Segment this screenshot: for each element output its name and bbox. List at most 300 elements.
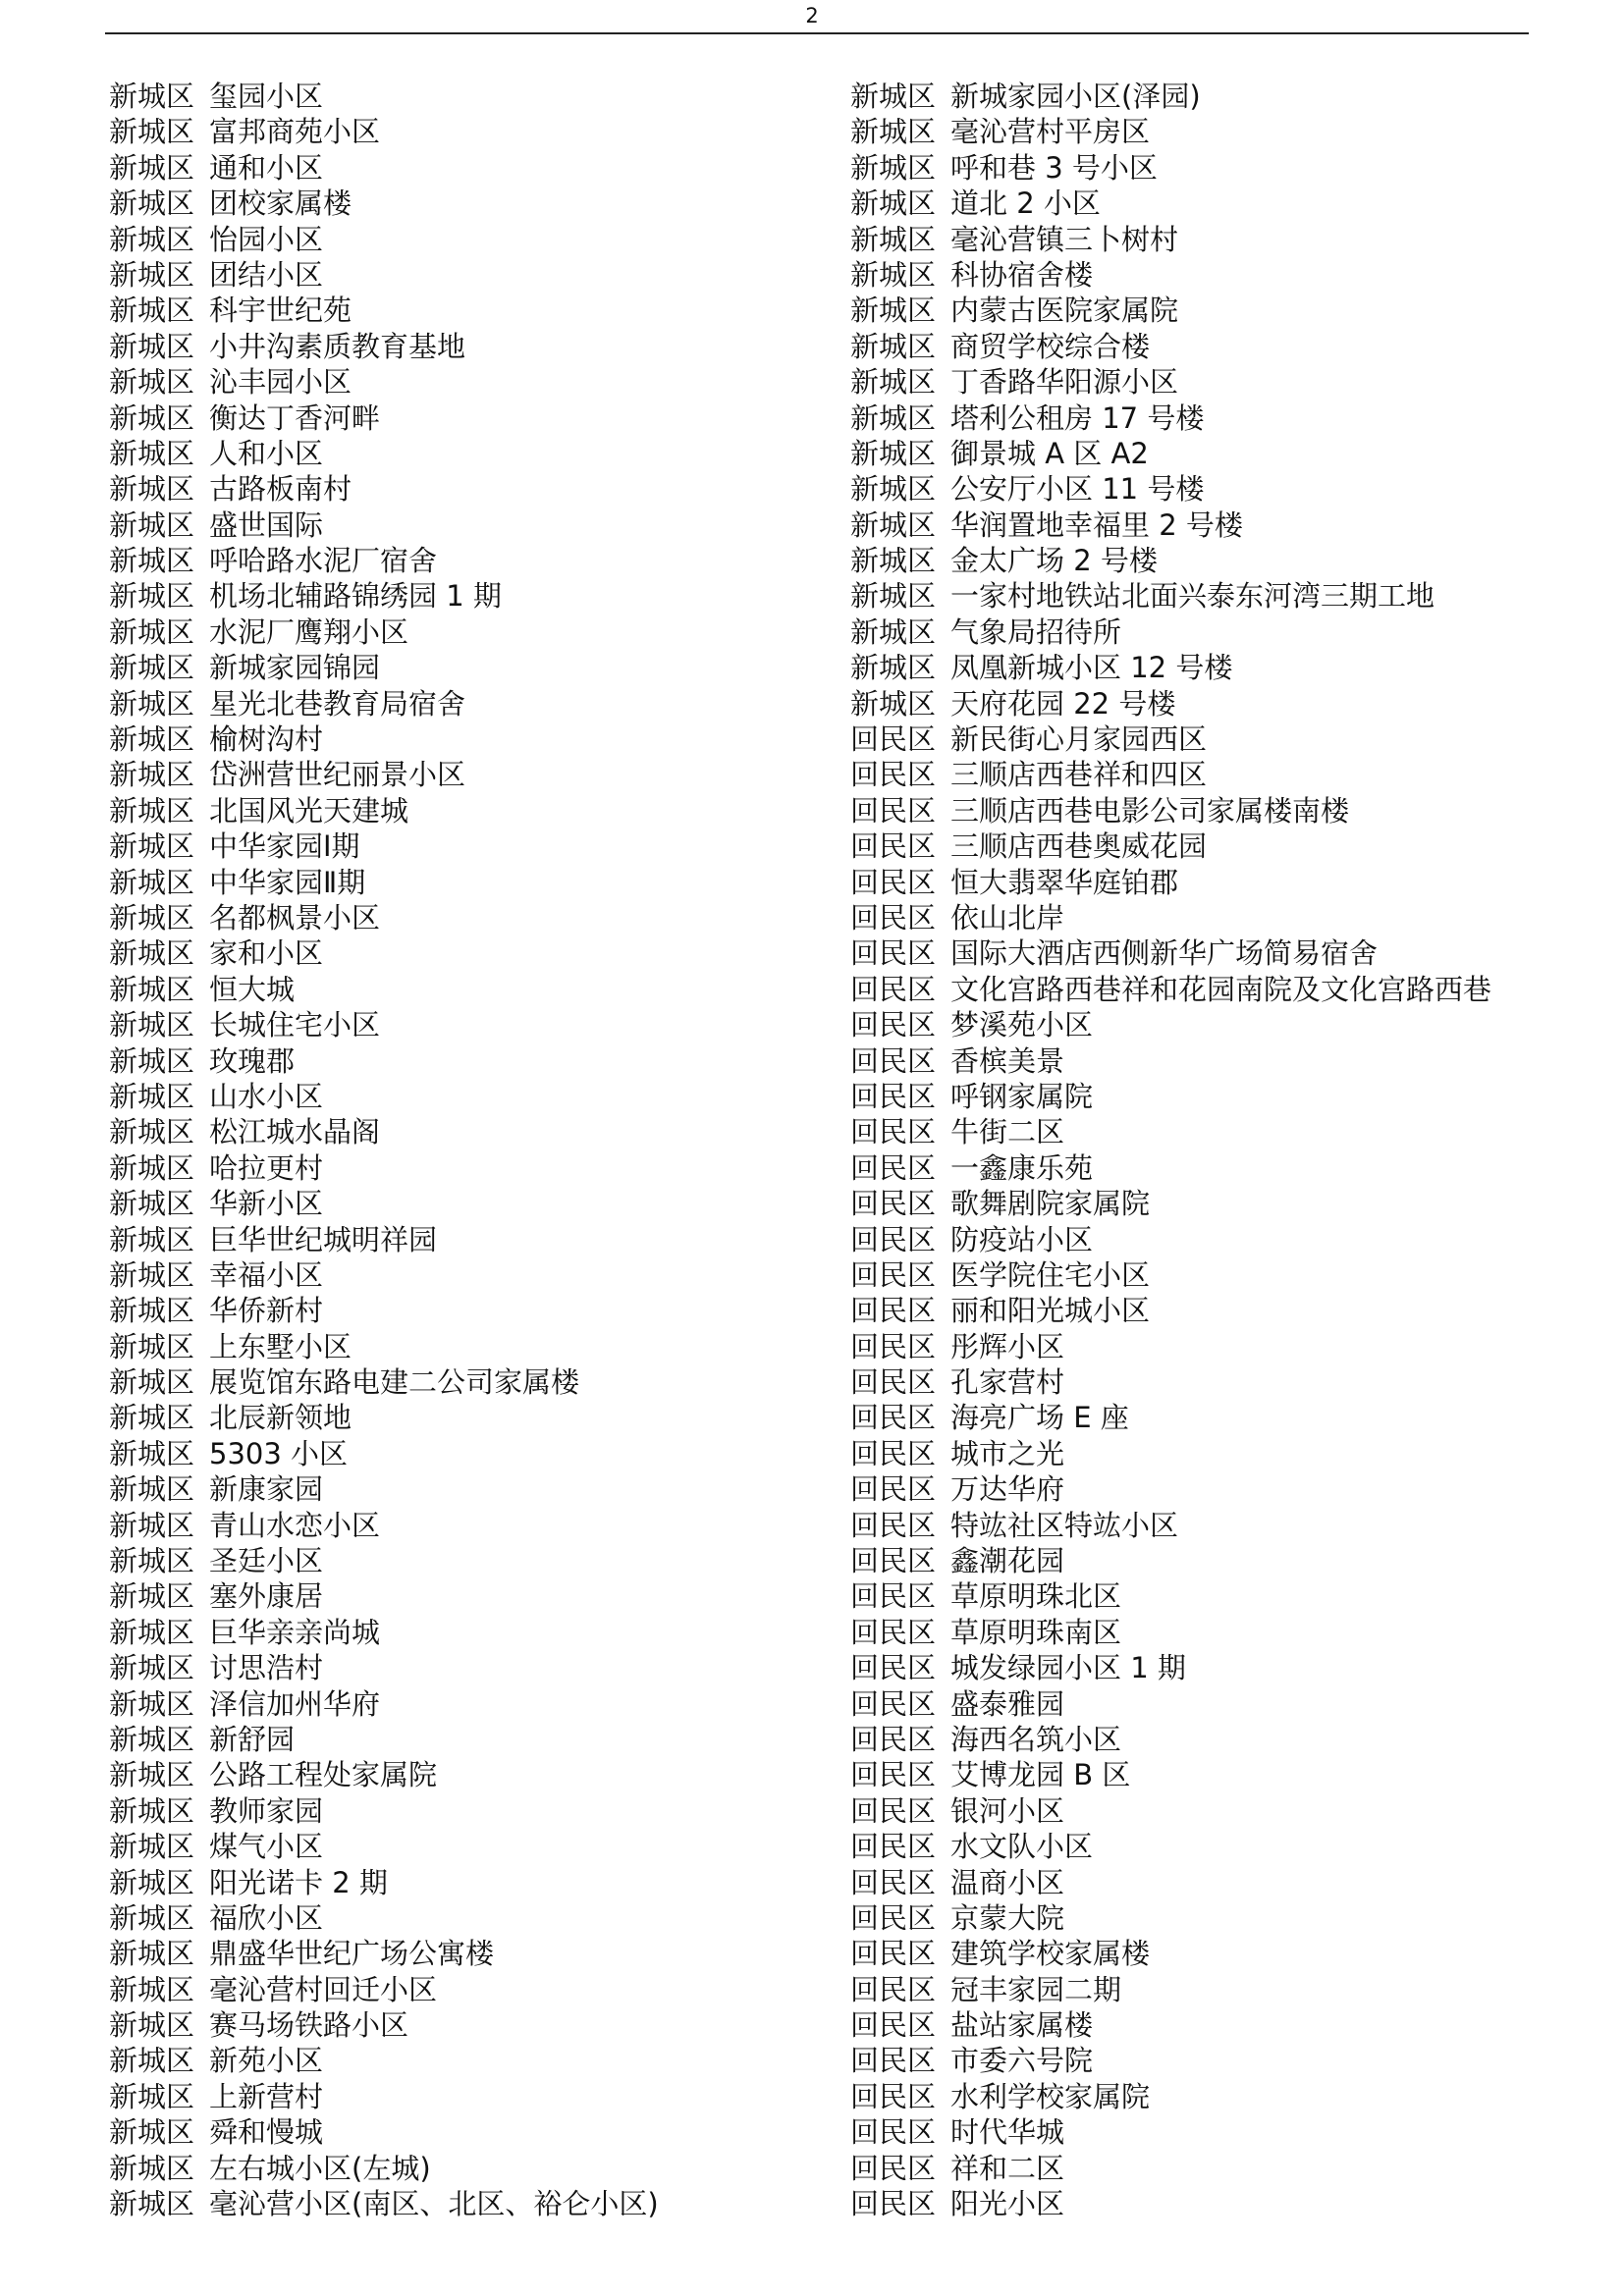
community-name: 新康家园 xyxy=(209,1472,324,1507)
list-item xyxy=(850,222,1491,257)
list-item xyxy=(109,721,659,757)
district-label: 新城区 xyxy=(850,436,937,470)
list-item xyxy=(850,721,1491,757)
community-name: 梦溪苑小区 xyxy=(950,1008,1094,1042)
district-label: 新城区 xyxy=(109,722,195,757)
district-label: 新城区 xyxy=(109,865,195,899)
community-name: 依山北岸 xyxy=(950,900,1065,934)
district-label: 新城区 xyxy=(109,936,195,971)
list-item xyxy=(850,1222,1491,1257)
district-label: 新城区 xyxy=(109,544,195,578)
district-label: 新城区 xyxy=(109,2115,195,2150)
district-label: 新城区 xyxy=(109,651,195,685)
district-label: 回民区 xyxy=(850,829,937,864)
community-name: 毫沁营镇三卜树村 xyxy=(950,222,1179,256)
community-name: 一家村地铁站北面兴泰东河湾三期工地 xyxy=(950,579,1435,614)
list-item xyxy=(850,2151,1491,2186)
district-label: 回民区 xyxy=(850,1615,937,1649)
list-item xyxy=(850,1615,1491,1650)
community-name: 水泥厂鹰翔小区 xyxy=(209,614,409,649)
list-item xyxy=(850,364,1491,400)
list-item xyxy=(109,935,659,971)
district-label: 新城区 xyxy=(109,1187,195,1221)
district-label: 新城区 xyxy=(850,472,937,507)
community-name: 新民街心月家园西区 xyxy=(950,722,1208,757)
community-name: 新城家园小区(泽园) xyxy=(950,80,1201,113)
community-name: 呼钢家属院 xyxy=(950,1079,1094,1113)
list-item xyxy=(109,578,659,614)
community-name: 科协宿舍楼 xyxy=(950,257,1094,292)
community-name: 青山水恋小区 xyxy=(209,1508,381,1542)
list-item xyxy=(109,1007,659,1042)
community-name: 彤辉小区 xyxy=(950,1329,1065,1363)
list-item xyxy=(109,543,659,578)
community-name: 塔利公租房 17 号楼 xyxy=(950,400,1205,435)
community-name: 毫沁营小区(南区、北区、裕仑小区) xyxy=(209,2187,659,2221)
district-label: 回民区 xyxy=(850,1900,937,1935)
list-item xyxy=(850,1900,1491,1936)
community-name: 香槟美景 xyxy=(950,1043,1065,1078)
district-label: 回民区 xyxy=(850,2187,937,2221)
community-name: 小井沟素质教育基地 xyxy=(209,329,466,363)
community-name: 水利学校家属院 xyxy=(950,2079,1151,2113)
list-item xyxy=(850,79,1491,114)
district-label: 新城区 xyxy=(850,329,937,363)
list-item xyxy=(850,1400,1491,1435)
list-item xyxy=(850,471,1491,507)
district-label: 新城区 xyxy=(850,614,937,649)
community-name: 城市之光 xyxy=(950,1436,1065,1470)
right-column-list xyxy=(850,79,1491,2221)
community-name: 人和小区 xyxy=(209,436,324,470)
list-item xyxy=(109,1257,659,1293)
community-name: 三顺店西巷奥威花园 xyxy=(950,829,1208,864)
district-label: 新城区 xyxy=(109,1722,195,1756)
district-label: 新城区 xyxy=(850,150,937,185)
list-item xyxy=(850,1650,1491,1685)
list-item xyxy=(850,1543,1491,1578)
district-label: 回民区 xyxy=(850,1579,937,1614)
community-name: 上新营村 xyxy=(209,2079,324,2113)
district-label: 新城区 xyxy=(109,400,195,435)
community-name: 文化宫路西巷祥和花园南院及文化宫路西巷 xyxy=(950,972,1492,1006)
community-name: 赛马场铁路小区 xyxy=(209,2008,409,2043)
district-label: 新城区 xyxy=(109,507,195,542)
community-name: 北辰新领地 xyxy=(209,1401,352,1435)
district-label: 新城区 xyxy=(109,1329,195,1363)
district-label: 新城区 xyxy=(109,187,195,221)
list-item xyxy=(109,1114,659,1149)
community-name: 团校家属楼 xyxy=(209,187,352,221)
list-item xyxy=(109,1615,659,1650)
community-name: 金太广场 2 号楼 xyxy=(950,544,1158,578)
district-label: 新城区 xyxy=(109,829,195,864)
community-name: 玺园小区 xyxy=(209,80,324,113)
community-name: 盐站家属楼 xyxy=(950,2008,1094,2043)
list-item xyxy=(850,865,1491,900)
community-name: 阳光小区 xyxy=(950,2187,1065,2221)
district-label: 新城区 xyxy=(109,1758,195,1792)
district-label: 回民区 xyxy=(850,1651,937,1685)
district-label: 新城区 xyxy=(850,400,937,435)
district-label: 回民区 xyxy=(850,900,937,934)
community-name: 名都枫景小区 xyxy=(209,900,381,934)
list-item xyxy=(109,865,659,900)
district-label: 新城区 xyxy=(109,1544,195,1578)
district-label: 新城区 xyxy=(850,115,937,149)
community-name: 古路板南村 xyxy=(209,472,352,507)
district-label: 新城区 xyxy=(109,436,195,470)
district-label: 新城区 xyxy=(109,1651,195,1685)
district-label: 新城区 xyxy=(109,579,195,614)
district-label: 回民区 xyxy=(850,1365,937,1400)
community-name: 巨华亲亲尚城 xyxy=(209,1615,381,1649)
list-item xyxy=(850,1757,1491,1792)
list-item xyxy=(850,793,1491,828)
district-label: 回民区 xyxy=(850,1436,937,1470)
district-label: 新城区 xyxy=(109,1508,195,1542)
community-name: 毫沁营村回迁小区 xyxy=(209,1972,438,2006)
list-item xyxy=(109,1436,659,1471)
list-item xyxy=(850,400,1491,436)
district-label: 回民区 xyxy=(850,1115,937,1149)
district-label: 新城区 xyxy=(109,472,195,507)
district-label: 新城区 xyxy=(109,1865,195,1899)
district-label: 新城区 xyxy=(109,1222,195,1256)
district-label: 新城区 xyxy=(109,1830,195,1864)
district-label: 新城区 xyxy=(850,80,937,113)
community-name: 松江城水晶阁 xyxy=(209,1115,381,1149)
community-name: 5303 小区 xyxy=(209,1436,349,1470)
district-label: 新城区 xyxy=(109,2044,195,2078)
list-item xyxy=(109,1186,659,1221)
community-name: 海西名筑小区 xyxy=(950,1722,1122,1756)
list-item xyxy=(850,614,1491,650)
district-label: 新城区 xyxy=(109,900,195,934)
community-name: 长城住宅小区 xyxy=(209,1008,381,1042)
list-item xyxy=(109,2114,659,2150)
list-item xyxy=(850,186,1491,221)
list-item xyxy=(850,900,1491,935)
district-label: 新城区 xyxy=(850,544,937,578)
header-rule xyxy=(105,32,1529,34)
list-item xyxy=(109,1400,659,1435)
community-name: 机场北辅路锦绣园 1 期 xyxy=(209,579,502,614)
district-label: 新城区 xyxy=(850,579,937,614)
district-label: 新城区 xyxy=(109,365,195,400)
list-item xyxy=(850,1471,1491,1507)
district-label: 新城区 xyxy=(109,2187,195,2221)
district-label: 新城区 xyxy=(109,222,195,256)
list-item xyxy=(850,828,1491,864)
district-label: 新城区 xyxy=(109,1043,195,1078)
community-name: 恒大翡翠华庭铂郡 xyxy=(950,865,1179,899)
community-name: 中华家园Ⅰ期 xyxy=(209,829,360,864)
district-label: 新城区 xyxy=(109,1257,195,1292)
community-name: 医学院住宅小区 xyxy=(950,1257,1151,1292)
list-item xyxy=(109,2043,659,2078)
list-item xyxy=(850,1043,1491,1079)
community-name: 孔家营村 xyxy=(950,1365,1065,1400)
community-name: 呼哈路水泥厂宿舍 xyxy=(209,544,438,578)
list-item xyxy=(109,2079,659,2114)
district-label: 新城区 xyxy=(109,329,195,363)
community-name: 冠丰家园二期 xyxy=(950,1972,1122,2006)
community-name: 公路工程处家属院 xyxy=(209,1758,438,1792)
district-label: 新城区 xyxy=(850,187,937,221)
district-label: 回民区 xyxy=(850,972,937,1006)
list-item xyxy=(109,1865,659,1900)
list-item xyxy=(109,1508,659,1543)
district-label: 回民区 xyxy=(850,936,937,971)
community-name: 华润置地幸福里 2 号楼 xyxy=(950,507,1243,542)
list-item xyxy=(109,1222,659,1257)
community-name: 国际大酒店西侧新华广场简易宿舍 xyxy=(950,936,1379,971)
community-name: 内蒙古医院家属院 xyxy=(950,294,1179,328)
list-item xyxy=(109,293,659,328)
community-name: 建筑学校家属楼 xyxy=(950,1937,1151,1971)
community-name: 万达华府 xyxy=(950,1472,1065,1507)
district-label: 回民区 xyxy=(850,1937,937,1971)
community-name: 盛泰雅园 xyxy=(950,1686,1065,1721)
community-name: 三顺店西巷祥和四区 xyxy=(950,758,1208,792)
list-item xyxy=(109,900,659,935)
list-item xyxy=(109,686,659,721)
community-name: 新苑小区 xyxy=(209,2044,324,2078)
list-item xyxy=(109,757,659,792)
community-name: 衡达丁香河畔 xyxy=(209,400,381,435)
community-name: 特竑社区特竑小区 xyxy=(950,1508,1179,1542)
list-item xyxy=(109,614,659,650)
list-item xyxy=(850,1150,1491,1186)
community-name: 市委六号院 xyxy=(950,2044,1094,2078)
district-label: 回民区 xyxy=(850,2115,937,2150)
district-label: 新城区 xyxy=(109,1079,195,1113)
district-label: 回民区 xyxy=(850,1758,937,1792)
community-name: 凤凰新城小区 12 号楼 xyxy=(950,651,1233,685)
page-number: 2 xyxy=(805,4,819,27)
list-item xyxy=(850,1829,1491,1864)
community-name: 城发绿园小区 1 期 xyxy=(950,1651,1186,1685)
list-item xyxy=(109,329,659,364)
district-label: 新城区 xyxy=(109,2151,195,2185)
list-item xyxy=(109,79,659,114)
community-name: 左右城小区(左城) xyxy=(209,2151,431,2185)
community-name: 华侨新村 xyxy=(209,1294,324,1328)
list-item xyxy=(850,114,1491,149)
community-name: 时代华城 xyxy=(950,2115,1065,2150)
community-name: 牛街二区 xyxy=(950,1115,1065,1149)
community-name: 上东墅小区 xyxy=(209,1329,352,1363)
list-item xyxy=(850,2114,1491,2150)
district-label: 回民区 xyxy=(850,1043,937,1078)
community-name: 防疫站小区 xyxy=(950,1222,1094,1256)
district-label: 新城区 xyxy=(109,2079,195,2113)
district-label: 新城区 xyxy=(850,686,937,721)
district-label: 新城区 xyxy=(109,1365,195,1400)
list-item xyxy=(850,1865,1491,1900)
district-label: 回民区 xyxy=(850,1793,937,1828)
list-item xyxy=(850,686,1491,721)
district-label: 回民区 xyxy=(850,1401,937,1435)
district-label: 回民区 xyxy=(850,2044,937,2078)
list-item xyxy=(109,1293,659,1328)
community-name: 海亮广场 E 座 xyxy=(950,1401,1129,1435)
district-label: 新城区 xyxy=(109,1115,195,1149)
district-label: 新城区 xyxy=(109,2008,195,2043)
list-item xyxy=(850,2043,1491,2078)
community-name: 怡园小区 xyxy=(209,222,324,256)
community-name: 阳光诺卡 2 期 xyxy=(209,1865,388,1899)
community-name: 丽和阳光城小区 xyxy=(950,1294,1151,1328)
community-name: 教师家园 xyxy=(209,1793,324,1828)
list-item xyxy=(109,1900,659,1936)
district-label: 新城区 xyxy=(109,1937,195,1971)
district-label: 新城区 xyxy=(850,507,937,542)
list-item xyxy=(850,329,1491,364)
list-item xyxy=(109,1471,659,1507)
district-label: 回民区 xyxy=(850,1830,937,1864)
community-name: 科宇世纪苑 xyxy=(209,294,352,328)
list-item xyxy=(109,1722,659,1757)
community-name: 北国风光天建城 xyxy=(209,793,409,828)
district-label: 新城区 xyxy=(850,294,937,328)
district-label: 新城区 xyxy=(109,1615,195,1649)
district-label: 新城区 xyxy=(850,222,937,256)
district-label: 回民区 xyxy=(850,793,937,828)
community-name: 恒大城 xyxy=(209,972,296,1006)
list-item xyxy=(109,1364,659,1400)
community-name: 毫沁营村平房区 xyxy=(950,115,1151,149)
district-label: 新城区 xyxy=(109,1686,195,1721)
list-item xyxy=(109,436,659,471)
district-label: 新城区 xyxy=(109,150,195,185)
district-label: 新城区 xyxy=(109,294,195,328)
community-name: 舜和慢城 xyxy=(209,2115,324,2150)
community-name: 呼和巷 3 号小区 xyxy=(950,150,1158,185)
community-name: 道北 2 小区 xyxy=(950,187,1101,221)
list-item xyxy=(109,1793,659,1829)
district-label: 新城区 xyxy=(109,686,195,721)
list-item xyxy=(850,1936,1491,1971)
community-name: 展览馆东路电建二公司家属楼 xyxy=(209,1365,580,1400)
community-name: 华新小区 xyxy=(209,1187,324,1221)
community-name: 泽信加州华府 xyxy=(209,1686,381,1721)
list-item xyxy=(850,2007,1491,2043)
community-name: 新城家园锦园 xyxy=(209,651,381,685)
community-name: 天府花园 22 号楼 xyxy=(950,686,1176,721)
list-item xyxy=(850,2186,1491,2221)
list-item xyxy=(109,507,659,543)
district-label: 新城区 xyxy=(109,1150,195,1185)
list-item xyxy=(850,543,1491,578)
district-label: 新城区 xyxy=(109,1401,195,1435)
list-item xyxy=(109,1079,659,1114)
list-item xyxy=(109,364,659,400)
community-name: 圣廷小区 xyxy=(209,1544,324,1578)
community-name: 福欣小区 xyxy=(209,1900,324,1935)
district-label: 回民区 xyxy=(850,1079,937,1113)
district-label: 回民区 xyxy=(850,1686,937,1721)
community-name: 中华家园Ⅱ期 xyxy=(209,865,366,899)
community-name: 团结小区 xyxy=(209,257,324,292)
community-name: 公安厅小区 11 号楼 xyxy=(950,472,1205,507)
community-name: 沁丰园小区 xyxy=(209,365,352,400)
district-label: 新城区 xyxy=(109,1793,195,1828)
community-name: 通和小区 xyxy=(209,150,324,185)
list-item xyxy=(850,757,1491,792)
list-item xyxy=(109,828,659,864)
list-item xyxy=(109,2151,659,2186)
list-item xyxy=(850,1257,1491,1293)
list-item xyxy=(109,1972,659,2007)
district-label: 回民区 xyxy=(850,1472,937,1507)
community-name: 丁香路华阳源小区 xyxy=(950,365,1179,400)
list-item xyxy=(850,1329,1491,1364)
list-item xyxy=(109,150,659,186)
left-column-list xyxy=(109,79,659,2221)
community-name: 三顺店西巷电影公司家属楼南楼 xyxy=(950,793,1350,828)
district-label: 新城区 xyxy=(109,972,195,1006)
list-item xyxy=(109,257,659,293)
district-label: 回民区 xyxy=(850,1222,937,1256)
list-item xyxy=(850,2079,1491,2114)
district-label: 新城区 xyxy=(109,1972,195,2006)
list-item xyxy=(850,1114,1491,1149)
community-name: 煤气小区 xyxy=(209,1830,324,1864)
community-name: 榆树沟村 xyxy=(209,722,324,757)
community-name: 水文队小区 xyxy=(950,1830,1094,1864)
list-item xyxy=(850,972,1491,1007)
community-name: 富邦商苑小区 xyxy=(209,115,381,149)
community-name: 巨华世纪城明祥园 xyxy=(209,1222,438,1256)
list-item xyxy=(850,1722,1491,1757)
list-item xyxy=(109,114,659,149)
list-item xyxy=(850,150,1491,186)
district-label: 新城区 xyxy=(109,614,195,649)
district-label: 回民区 xyxy=(850,1187,937,1221)
district-label: 新城区 xyxy=(109,793,195,828)
district-label: 回民区 xyxy=(850,1008,937,1042)
list-item xyxy=(850,1293,1491,1328)
district-label: 回民区 xyxy=(850,1294,937,1328)
community-name: 鼎盛华世纪广场公寓楼 xyxy=(209,1937,495,1971)
list-item xyxy=(109,186,659,221)
list-item xyxy=(109,1829,659,1864)
list-item xyxy=(109,1329,659,1364)
community-name: 一鑫康乐苑 xyxy=(950,1150,1094,1185)
district-label: 新城区 xyxy=(850,365,937,400)
district-label: 回民区 xyxy=(850,758,937,792)
district-label: 新城区 xyxy=(850,651,937,685)
list-item xyxy=(109,2186,659,2221)
district-label: 新城区 xyxy=(109,1294,195,1328)
district-label: 新城区 xyxy=(109,257,195,292)
district-label: 回民区 xyxy=(850,722,937,757)
community-name: 鑫潮花园 xyxy=(950,1544,1065,1578)
community-name: 祥和二区 xyxy=(950,2151,1065,2185)
community-name: 气象局招待所 xyxy=(950,614,1122,649)
district-label: 新城区 xyxy=(850,257,937,292)
district-label: 回民区 xyxy=(850,2151,937,2185)
list-item xyxy=(109,2007,659,2043)
district-label: 新城区 xyxy=(109,80,195,113)
list-item xyxy=(850,1436,1491,1471)
community-name: 温商小区 xyxy=(950,1865,1065,1899)
list-item xyxy=(109,793,659,828)
community-name: 草原明珠北区 xyxy=(950,1579,1122,1614)
district-label: 新城区 xyxy=(109,1900,195,1935)
